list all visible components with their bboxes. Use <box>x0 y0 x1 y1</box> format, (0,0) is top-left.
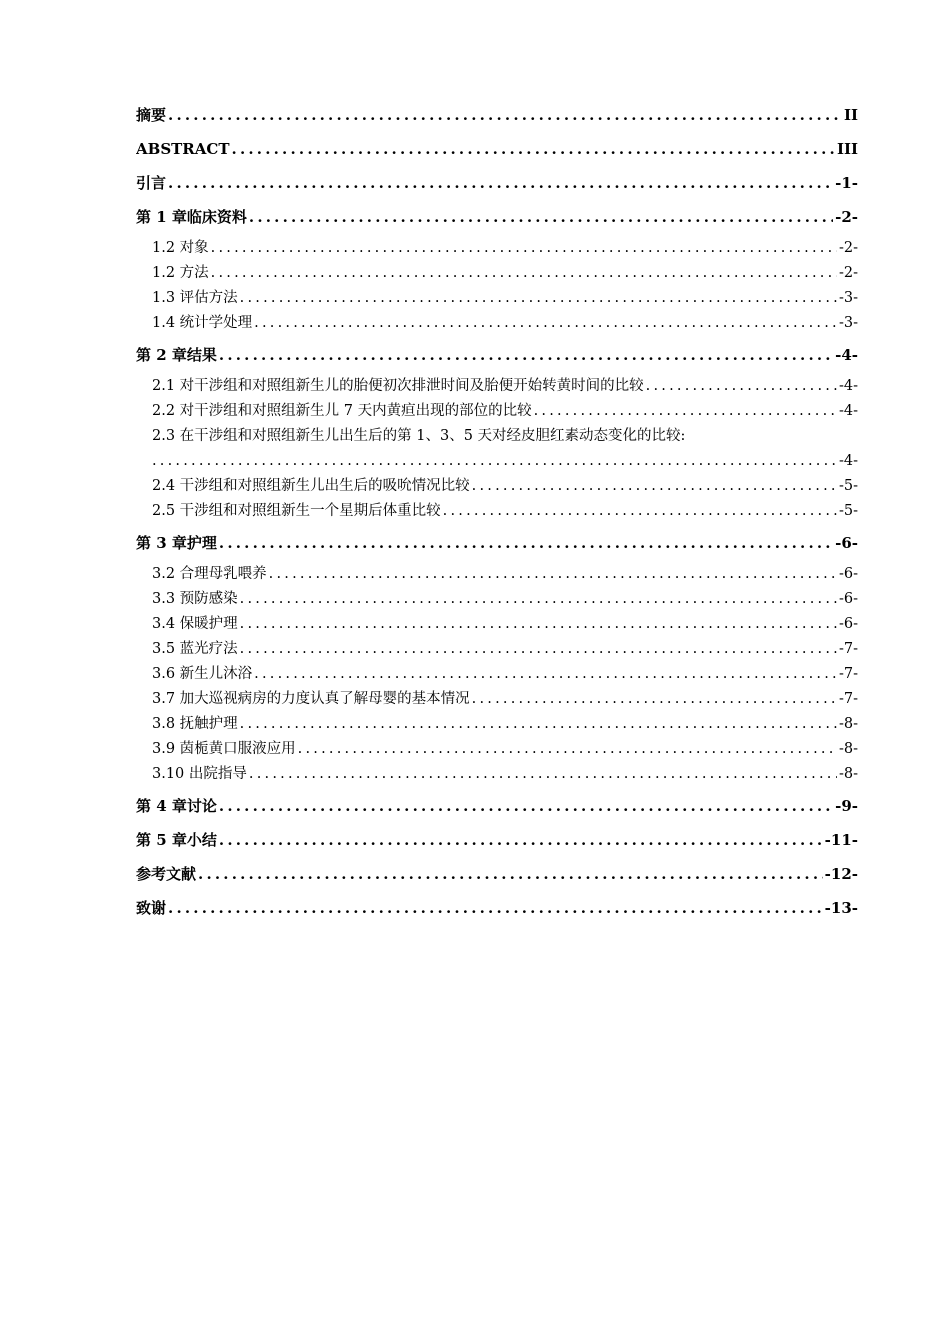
toc-entry-section[interactable] <box>136 637 858 662</box>
toc-leader-dots <box>534 399 837 424</box>
toc-leader-dots <box>240 587 837 612</box>
toc-entry-title: 第 3 章护理 <box>136 534 217 552</box>
table-of-contents <box>136 98 858 925</box>
toc-entry-page: -7- <box>838 641 858 657</box>
toc-entry-title: ABSTRACT <box>136 140 230 158</box>
toc-entry-title: 引言 <box>136 174 167 192</box>
toc-entry-page: -3- <box>838 315 858 331</box>
toc-leader-dots <box>168 166 833 200</box>
toc-entry-page: -11- <box>824 831 858 849</box>
toc-entry-references[interactable] <box>136 857 858 891</box>
toc-entry-section[interactable] <box>136 286 858 311</box>
toc-leader-dots <box>240 286 837 311</box>
toc-entry-chapter-1[interactable] <box>136 200 858 234</box>
toc-entry-title: 3.7 加大巡视病房的力度认真了解母婴的基本情况 <box>152 691 470 707</box>
toc-entry-page: -5- <box>838 503 858 519</box>
toc-entry-title: 2.3 在干涉组和对照组新生儿出生后的第 1、3、5 天对经皮胆红素动态变化的比较: <box>152 428 686 444</box>
toc-entry-section[interactable] <box>136 236 858 261</box>
toc-entry-section[interactable] <box>136 737 858 762</box>
toc-entry-title: 3.4 保暖护理 <box>152 616 238 632</box>
toc-entry-section[interactable] <box>136 311 858 336</box>
toc-leader-dots <box>211 236 837 261</box>
toc-leader-dots <box>168 98 842 132</box>
toc-entry-introduction[interactable] <box>136 166 858 200</box>
toc-entry-title: 2.2 对干涉组和对照组新生儿 7 天内黄疸出现的部位的比较 <box>152 403 532 419</box>
toc-leader-dots <box>298 737 837 762</box>
toc-leader-dots <box>219 789 833 823</box>
toc-entry-page: -4- <box>835 346 858 364</box>
toc-leader-dots <box>211 261 837 286</box>
toc-entry-section[interactable] <box>136 612 858 637</box>
toc-entry-page: -4- <box>838 378 858 394</box>
toc-leader-dots <box>254 311 837 336</box>
toc-entry-title: 1.4 统计学处理 <box>152 315 253 331</box>
toc-entry-abstract-en[interactable] <box>136 132 858 166</box>
toc-leader-dots <box>240 612 837 637</box>
toc-entry-title: 3.6 新生儿沐浴 <box>152 666 253 682</box>
toc-entry-title: 2.5 干涉组和对照组新生一个星期后体重比较 <box>152 503 441 519</box>
toc-entry-page: -1- <box>835 174 858 192</box>
toc-leader-dots <box>240 712 837 737</box>
toc-entry-page: -4- <box>838 453 858 469</box>
toc-entry-section-wrapped[interactable] <box>136 424 858 449</box>
toc-entry-page: -2- <box>838 265 858 281</box>
toc-entry-page: -5- <box>838 478 858 494</box>
toc-entry-title: 3.5 蓝光疗法 <box>152 641 238 657</box>
toc-entry-page: -9- <box>835 797 858 815</box>
toc-entry-section-continuation[interactable] <box>136 449 858 474</box>
toc-entry-title: 2.4 干涉组和对照组新生儿出生后的吸吮情况比较 <box>152 478 470 494</box>
toc-entry-section[interactable] <box>136 474 858 499</box>
toc-entry-title: 3.2 合理母乳喂养 <box>152 566 267 582</box>
toc-entry-section[interactable] <box>136 662 858 687</box>
toc-entry-page: -2- <box>835 208 858 226</box>
toc-entry-page: -6- <box>838 566 858 582</box>
toc-entry-title: 1.3 评估方法 <box>152 290 238 306</box>
toc-leader-dots <box>219 823 823 857</box>
toc-entry-page: -8- <box>838 766 858 782</box>
toc-entry-page: -13- <box>824 899 858 917</box>
toc-entry-acknowledgements[interactable] <box>136 891 858 925</box>
toc-entry-section[interactable] <box>136 374 858 399</box>
toc-leader-dots <box>443 499 837 524</box>
toc-entry-page: -8- <box>838 716 858 732</box>
toc-entry-section[interactable] <box>136 499 858 524</box>
toc-entry-title: 3.10 出院指导 <box>152 766 247 782</box>
toc-entry-chapter-4[interactable] <box>136 789 858 823</box>
toc-entry-section[interactable] <box>136 261 858 286</box>
toc-entry-chapter-2[interactable] <box>136 338 858 372</box>
toc-entry-title: 第 4 章讨论 <box>136 797 217 815</box>
toc-entry-title: 2.1 对干涉组和对照组新生儿的胎便初次排泄时间及胎便开始转黄时间的比较 <box>152 378 644 394</box>
toc-entry-page: -4- <box>838 403 858 419</box>
toc-leader-dots <box>198 857 823 891</box>
toc-entry-chapter-3[interactable] <box>136 526 858 560</box>
toc-entry-page: II <box>843 106 858 124</box>
toc-leader-dots <box>249 762 837 787</box>
toc-leader-dots <box>232 132 835 166</box>
toc-entry-title: 参考文献 <box>136 865 197 883</box>
toc-entry-page: -6- <box>838 616 858 632</box>
toc-entry-page: -12- <box>824 865 858 883</box>
toc-entry-title: 1.2 对象 <box>152 240 209 256</box>
toc-entry-title: 3.8 抚触护理 <box>152 716 238 732</box>
toc-entry-section[interactable] <box>136 762 858 787</box>
toc-entry-title: 第 5 章小结 <box>136 831 217 849</box>
toc-entry-title: 第 1 章临床资料 <box>136 208 247 226</box>
toc-entry-section[interactable] <box>136 687 858 712</box>
toc-entry-section[interactable] <box>136 712 858 737</box>
toc-entry-page: -2- <box>838 240 858 256</box>
toc-leader-dots <box>646 374 837 399</box>
toc-entry-page: -7- <box>838 666 858 682</box>
toc-entry-chapter-5[interactable] <box>136 823 858 857</box>
toc-entry-title: 1.2 方法 <box>152 265 209 281</box>
toc-entry-title: 3.9 茵栀黄口服液应用 <box>152 741 296 757</box>
toc-leader-dots <box>168 891 823 925</box>
toc-entry-page: -3- <box>838 290 858 306</box>
toc-entry-title: 第 2 章结果 <box>136 346 217 364</box>
toc-leader-dots <box>152 449 837 474</box>
toc-entry-title: 摘要 <box>136 106 167 124</box>
toc-leader-dots <box>254 662 837 687</box>
toc-entry-page: III <box>836 140 858 158</box>
toc-leader-dots <box>472 474 837 499</box>
toc-leader-dots <box>249 200 833 234</box>
toc-entry-section[interactable] <box>136 562 858 587</box>
toc-entry-title: 3.3 预防感染 <box>152 591 238 607</box>
toc-leader-dots <box>219 526 833 560</box>
toc-entry-page: -8- <box>838 741 858 757</box>
toc-entry-page: -6- <box>838 591 858 607</box>
toc-leader-dots <box>269 562 837 587</box>
toc-leader-dots <box>219 338 833 372</box>
toc-leader-dots <box>240 637 837 662</box>
toc-entry-abstract-cn[interactable] <box>136 98 858 132</box>
toc-entry-title: 致谢 <box>136 899 167 917</box>
toc-entry-page: -6- <box>835 534 858 552</box>
toc-entry-section[interactable] <box>136 587 858 612</box>
toc-leader-dots <box>472 687 837 712</box>
toc-entry-page: -7- <box>838 691 858 707</box>
toc-entry-section[interactable] <box>136 399 858 424</box>
